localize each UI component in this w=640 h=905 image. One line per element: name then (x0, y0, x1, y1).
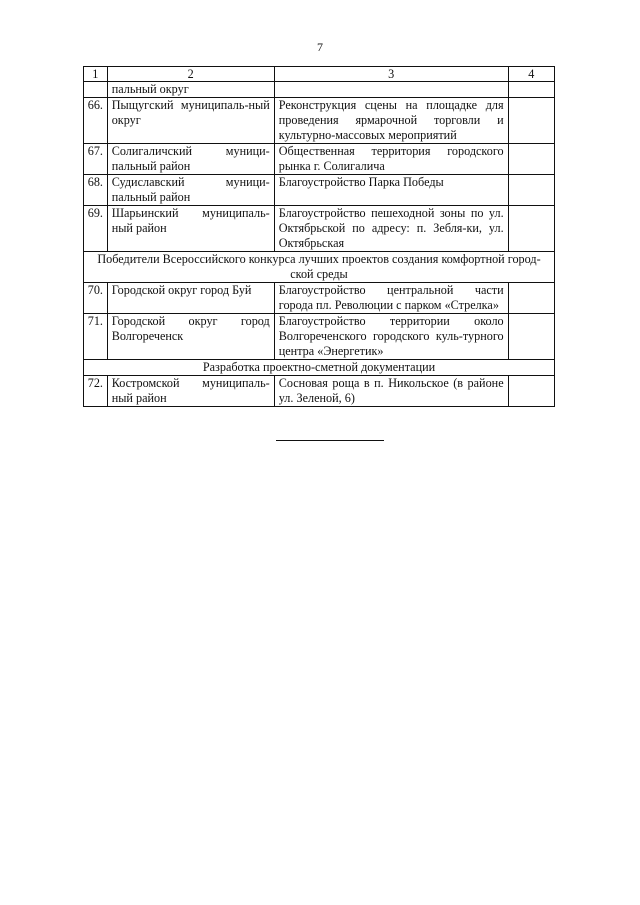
cell-project: Благоустройство территории около Волгореченского городского куль-турного центра «Энергетик» (274, 314, 508, 360)
cell-municipality: Городской округ город Волгореченск (107, 314, 274, 360)
table-row (84, 283, 555, 314)
table-row (84, 175, 555, 206)
cell-note (508, 376, 554, 407)
cell-note (508, 98, 554, 144)
cell-project (274, 82, 508, 98)
cell-municipality: пальный округ (107, 82, 274, 98)
table-row (84, 314, 555, 360)
cell-municipality: Городской округ город Буй (107, 283, 274, 314)
cell-num: 68. (84, 175, 108, 206)
cell-note (508, 82, 554, 98)
cell-note (508, 175, 554, 206)
cell-project: Сосновая роща в п. Никольское (в районе ул. Зеленой, 6) (274, 376, 508, 407)
cell-num: 69. (84, 206, 108, 252)
cell-project: Благоустройство Парка Победы (274, 175, 508, 206)
cell-municipality: Пыщугский муниципаль-ный округ (107, 98, 274, 144)
cell-municipality: Костромской муниципаль-ный район (107, 376, 274, 407)
cell-project: Благоустройство центральной части города пл. Революции с парком «Стрелка» (274, 283, 508, 314)
cell-note (508, 144, 554, 175)
column-header: 3 (274, 67, 508, 82)
cell-project: Реконструкция сцены на площадке для проведения ярмарочной торговли и культурно-массовых мероприятий (274, 98, 508, 144)
cell-municipality: Шарьинский муниципаль-ный район (107, 206, 274, 252)
projects-table (83, 66, 555, 407)
cell-note (508, 314, 554, 360)
table-row (84, 206, 555, 252)
column-header: 2 (107, 67, 274, 82)
cell-num: 70. (84, 283, 108, 314)
section-title: Разработка проектно-сметной документации (84, 360, 555, 376)
cell-num: 71. (84, 314, 108, 360)
cell-project: Общественная территория городского рынка г. Солигалича (274, 144, 508, 175)
column-header: 4 (508, 67, 554, 82)
cell-municipality: Судиславский муници-пальный район (107, 175, 274, 206)
end-divider-line (276, 440, 384, 441)
cell-num: 66. (84, 98, 108, 144)
table-header-row (84, 67, 555, 82)
cell-project: Благоустройство пешеходной зоны по ул. Октябрьской по адресу: п. Зебля-ки, ул. Октябрьская (274, 206, 508, 252)
page-number: 7 (317, 40, 323, 54)
cell-num: 67. (84, 144, 108, 175)
section-row-design (84, 360, 555, 376)
cell-note (508, 283, 554, 314)
table-row (84, 376, 555, 407)
cell-municipality: Солигаличский муници-пальный район (107, 144, 274, 175)
table-row-continuation (84, 82, 555, 98)
column-header: 1 (84, 67, 108, 82)
section-row-competition (84, 252, 555, 283)
cell-note (508, 206, 554, 252)
table-row (84, 144, 555, 175)
cell-num: 72. (84, 376, 108, 407)
table-row (84, 98, 555, 144)
section-title: Победители Всероссийского конкурса лучших проектов создания комфортной город-ской среды (84, 252, 555, 283)
cell-num (84, 82, 108, 98)
